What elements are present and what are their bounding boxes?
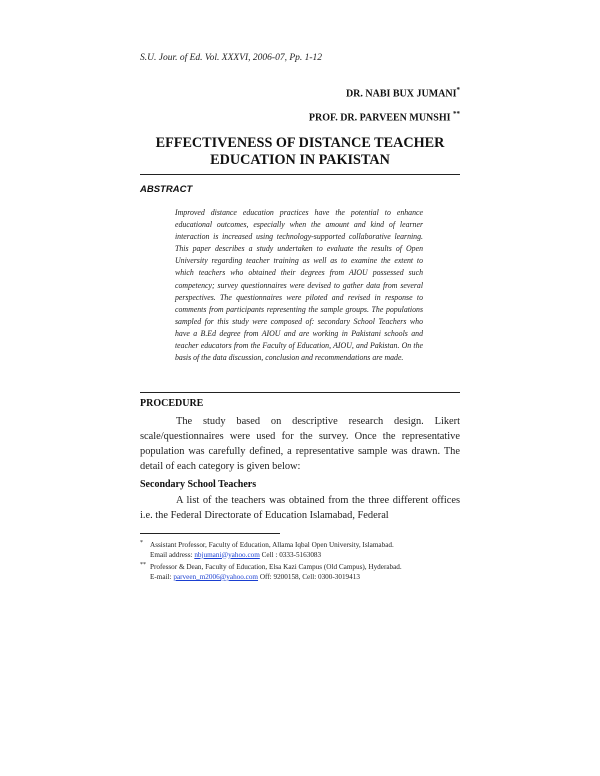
footnote-2-phone: Off: 9200158, Cell: 0300-3019413 (258, 572, 360, 581)
author-2-name: PROF. DR. PARVEEN MUNSHI (308, 112, 451, 124)
procedure-paragraph: The study based on descriptive research design. Likert scale/questionnaires were used for the survey. Once the representative population was carefully defined, a representative sample was drawn. The detail of each category is given below: (140, 416, 460, 472)
title-divider (140, 174, 460, 175)
author-2 (309, 104, 460, 128)
paper-title (140, 135, 460, 169)
footnote-2-affiliation: Professor & Dean, Faculty of Education, Elsa Kazi Campus (Old Campus), Hyderabad. (150, 563, 402, 572)
author-1-name: DR. NABI BUX JUMANI (345, 88, 457, 100)
footnote-1-mark: * (140, 540, 143, 546)
footnote-1 (140, 541, 460, 560)
footnote-2 (140, 563, 460, 582)
secondary-teachers-paragraph: A list of the teachers was obtained from the three different offices i.e. the Federal Directorate of Education Islamabad, Federal (140, 495, 460, 521)
footnote-2-contact (150, 573, 460, 583)
title-line-2: EDUCATION IN PAKISTAN (210, 152, 390, 168)
author-1-mark: * (456, 86, 460, 94)
abstract-heading: ABSTRACT (140, 184, 193, 195)
footnote-1-contact (150, 551, 460, 561)
abstract-text: Improved distance education practices have the potential to enhance educational outcomes, especially when the amount and kind of learner interaction is increased using technology-supported collaborative learning. This paper describes a study undertaken to evaluate the results of Open University regarding teacher training as well as to examine the extent to which teachers who obtained their degrees from AIOU possessed such competency; survey questionnaires were devised to gather data from several perspectives. The questionnaires were piloted and revised in response to comments from participants representing the sample groups. The populations sampled for this study were composed of: secondary School Teachers who have a B.Ed degree from AIOU and are working in Pakistani schools and teacher educators from the Faculty of Education, AIOU, and Pakistan. On the basis of the data discussion, conclusion and recommendations are made. (175, 208, 423, 363)
abstract-divider (140, 392, 460, 393)
footnote-1-email-label: Email address: (150, 550, 195, 559)
footnote-2-mark: ** (140, 562, 146, 569)
footnotes (140, 541, 460, 585)
author-1 (309, 80, 460, 104)
footnote-1-phone: Cell : 0333-5163083 (259, 550, 322, 559)
author-2-mark: ** (453, 110, 460, 119)
footnote-1-email-link[interactable]: nbjumani@yahoo.com (194, 550, 260, 559)
secondary-teachers-heading: Secondary School Teachers (140, 479, 257, 490)
footnote-1-affiliation: Assistant Professor, Faculty of Education, Allama Iqbal Open University, Islamabad. (150, 541, 394, 549)
procedure-heading: PROCEDURE (140, 398, 204, 409)
author-block (309, 80, 460, 129)
footnote-divider (140, 533, 280, 534)
footnote-2-email-link[interactable]: parveen_m2006@yahoo.com (173, 572, 259, 581)
journal-citation: S.U. Jour. of Ed. Vol. XXXVI, 2006-07, Pp. 1-12 (140, 53, 323, 63)
title-line-1: EFFECTIVENESS OF DISTANCE TEACHER (155, 135, 445, 151)
footnote-2-email-label: E-mail: (150, 572, 174, 581)
